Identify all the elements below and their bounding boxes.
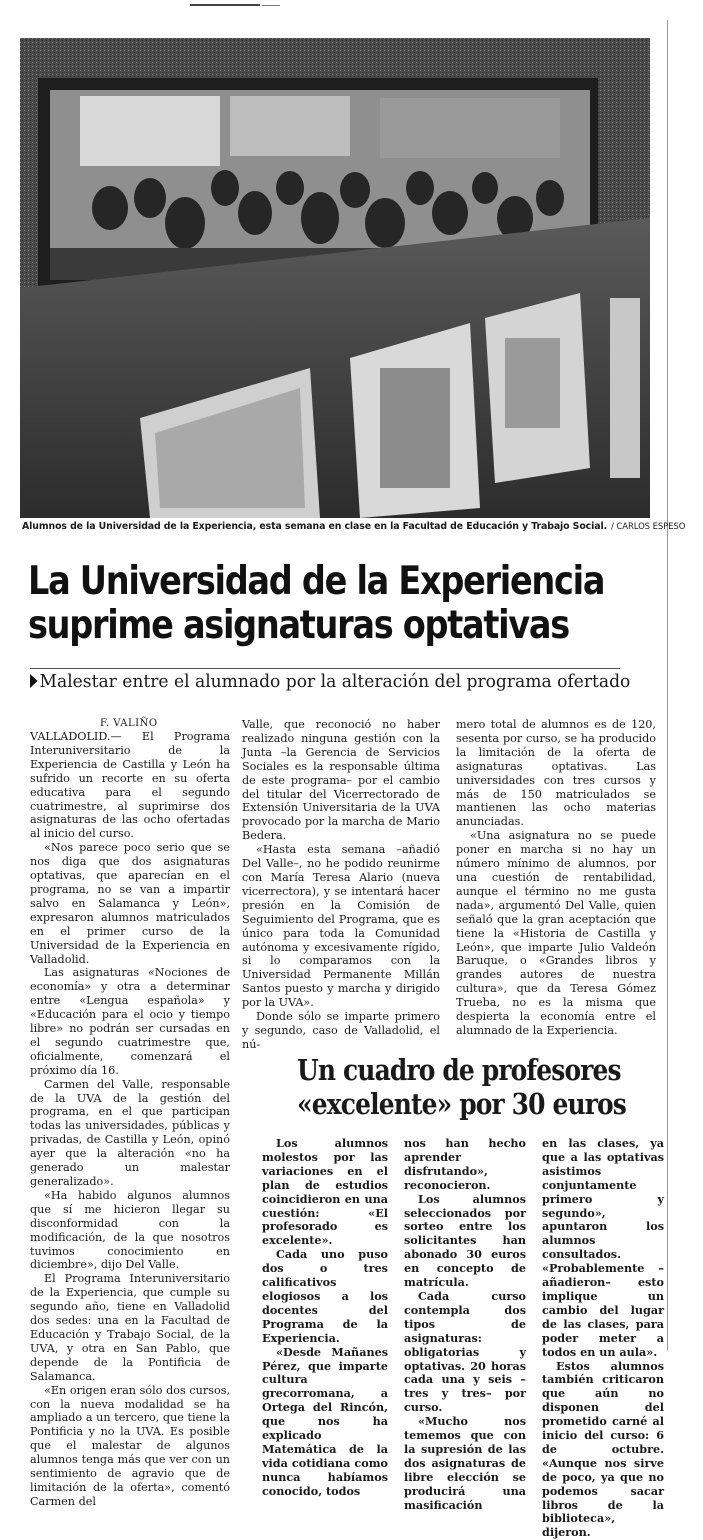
byline: F. VALIÑO [100,717,158,731]
paragraph: «Una asignatura no se puede poner en marcha si no hay un número mínimo de alumnos, por una cuestión de rentabilidad, aunque el término no me gusta nada», argumentó Del Valle, quien señaló que la gran aceptación que tiene la «Historia de Castilla y León», que imparte Julio Valdeón Baruque, o «Grandes libros y grandes autores de nuestra cultura», que da Teresa Gómez Trueba, no es la misma que despierta la economía entre el alumnado de la Experiencia. [456,829,656,1038]
paragraph: Los alumnos molestos por las variaciones en el plan de estudios coincidieron en una cuestión: «El profesorado es excelente». [262,1137,388,1248]
paragraph: «Nos parece poco serio que se nos diga que dos asignaturas optativas, que aparecían en el programa, no se van a impartir salvo en Salamanca y León», expresaron alumnos matriculados en el primer curso de la Universidad de la Experiencia en Valladolid. [30,841,230,966]
article-column-1 [30,730,230,1509]
news-photo [20,38,650,518]
paragraph: El Programa Interuniversitario de la Experiencia, que cumple su segundo año, tiene en Valladolid dos sedes: una en la Facultad de Educación y Trabajo Social, de la UVA, y otra en San Pablo, que depende de la Pontificia de Salamanca. [30,1272,230,1383]
sidebar-column-1 [262,1137,388,1499]
headline-line-2: suprime asignaturas optativas [28,604,561,648]
paragraph: mero total de alumnos es de 120, sesenta por curso, se ha producido la limitación de la oferta de asignaturas optativas. Las universidades con tres cursos y más de 150 matriculados se mantienen las ocho materias anunciadas. [456,718,656,829]
paragraph: «En origen eran sólo dos cursos, con la nueva modalidad se ha ampliado a un tercero, que tiene la Pontificia y no la UVA. Es posible que el malestar de algunos alumnos tenga más que ver con un sentimiento de agravio que de limitación de la oferta», comentó Carmen del [30,1384,230,1509]
paragraph: VALLADOLID.— El Programa Interuniversitario de la Experiencia de Castilla y León ha sufrido un recorte en su oferta educativa para el segundo cuatrimestre, al suprimirse dos asignaturas de las ocho ofertadas al inicio del curso. [30,730,230,841]
paragraph: Cada curso contempla dos tipos de asignaturas: obligatorias y optativas. 20 horas cada una y seis –tres y tres– por curso. [404,1290,526,1415]
paragraph: «Mucho nos tememos que con la supresión de las dos asignaturas de libre elección se producirá una masificación [404,1415,526,1512]
paragraph: nos han hecho aprender disfrutando», reconocieron. [404,1137,526,1193]
paragraph: Valle, que reconoció no haber realizado ninguna gestión con la Junta –la Gerencia de Servicios Sociales es la responsable última de este programa– por el cambio del titular del Vicerrectorado de Extensión Universitaria de la UVA provocado por la marcha de Mario Bedera. [242,718,440,843]
paragraph: Los alumnos seleccionados por sorteo entre los solicitantes han abonado 30 euros en concepto de matrícula. [404,1193,526,1290]
paragraph: Las asignaturas «Nociones de economía» y otra a determinar entre «Lengua española» y «Educación para el ocio y tiempo libre» no podrán ser cursadas en el segundo cuatrimestre que, oficialmente, comenzará el próximo día 16. [30,966,230,1077]
paragraph: Estos alumnos también criticaron que aún no disponen del prometido carné al inicio del curso: 6 de octubre. «Aunque nos sirve de poco, ya que no podemos sacar libros de la biblioteca», dijeron. [542,1360,664,1540]
paragraph: «Desde Mañanes Pérez, que imparte cultura grecorromana, a Ortega del Rincón, que nos ha explicado Matemática de la vida cotidiana como nunca habíamos conocido, todos [262,1346,388,1499]
paragraph: Carmen del Valle, responsable de la UVA de la gestión del programa, en el que participan todas las universidades, públicas y privadas, de Castilla y León, opinó ayer que la alteración «no ha generado un malestar generalizado». [30,1078,230,1189]
photo-caption [22,521,682,532]
headline-line-1: La Universidad de la Experiencia [28,560,561,604]
subhead-text: Malestar entre el alumnado por la alteración del programa ofertado [40,671,631,692]
photo-credit: / CARLOS ESPESO [611,522,685,532]
article-column-3 [456,718,656,1038]
caption-text: Alumnos de la Universidad de la Experiencia, esta semana en clase en la Facultad de Educación y Trabajo Social. [22,521,607,532]
paragraph: «Hasta esta semana –añadió Del Valle–, no he podido reunirme con María Teresa Alario (nueva vicerrectora), y se intentará hacer presión en la Comisión de Seguimiento del Programa, que es único para toda la Comunidad autónoma y excesivamente rígido, si lo comparamos con la Universidad Permanente Millán Santos puesto y marcha y dirigido por la UVA». [242,843,440,1010]
sidebar-headline [297,1053,589,1121]
article-column-2 [242,718,440,1052]
top-rule [190,4,260,6]
sidebar-column-3 [542,1137,664,1540]
article-headline [28,560,561,648]
headline-rule [30,668,620,669]
top-rule-fragment [262,5,280,6]
sidebar-column-2 [404,1137,526,1512]
triangle-bullet-icon [30,674,38,688]
paragraph: «Ha habido algunos alumnos que sí me hicieron llegar su disconformidad con la modificación, de la que nosotros tuvimos conocimiento en diciembre», dijo Del Valle. [30,1189,230,1272]
paragraph: en las clases, ya que a las optativas asistimos conjuntamente primero y segundo», apuntaron los alumnos consultados. «Probablemente –añadieron– esto implique un cambio del lugar de las clases, para poder meter a todos en un aula». [542,1137,664,1360]
sidebar-headline-line-2: «excelente» por 30 euros [297,1087,589,1121]
paragraph: Donde sólo se imparte primero y segundo, caso de Valladolid, el nú- [242,1010,440,1052]
column-rule [667,20,668,1350]
article-subhead [30,671,630,692]
paragraph: Cada uno puso dos o tres calificativos elogiosos a los docentes del Programa de la Experiencia. [262,1248,388,1345]
sidebar-headline-line-1: Un cuadro de profesores [297,1053,589,1087]
